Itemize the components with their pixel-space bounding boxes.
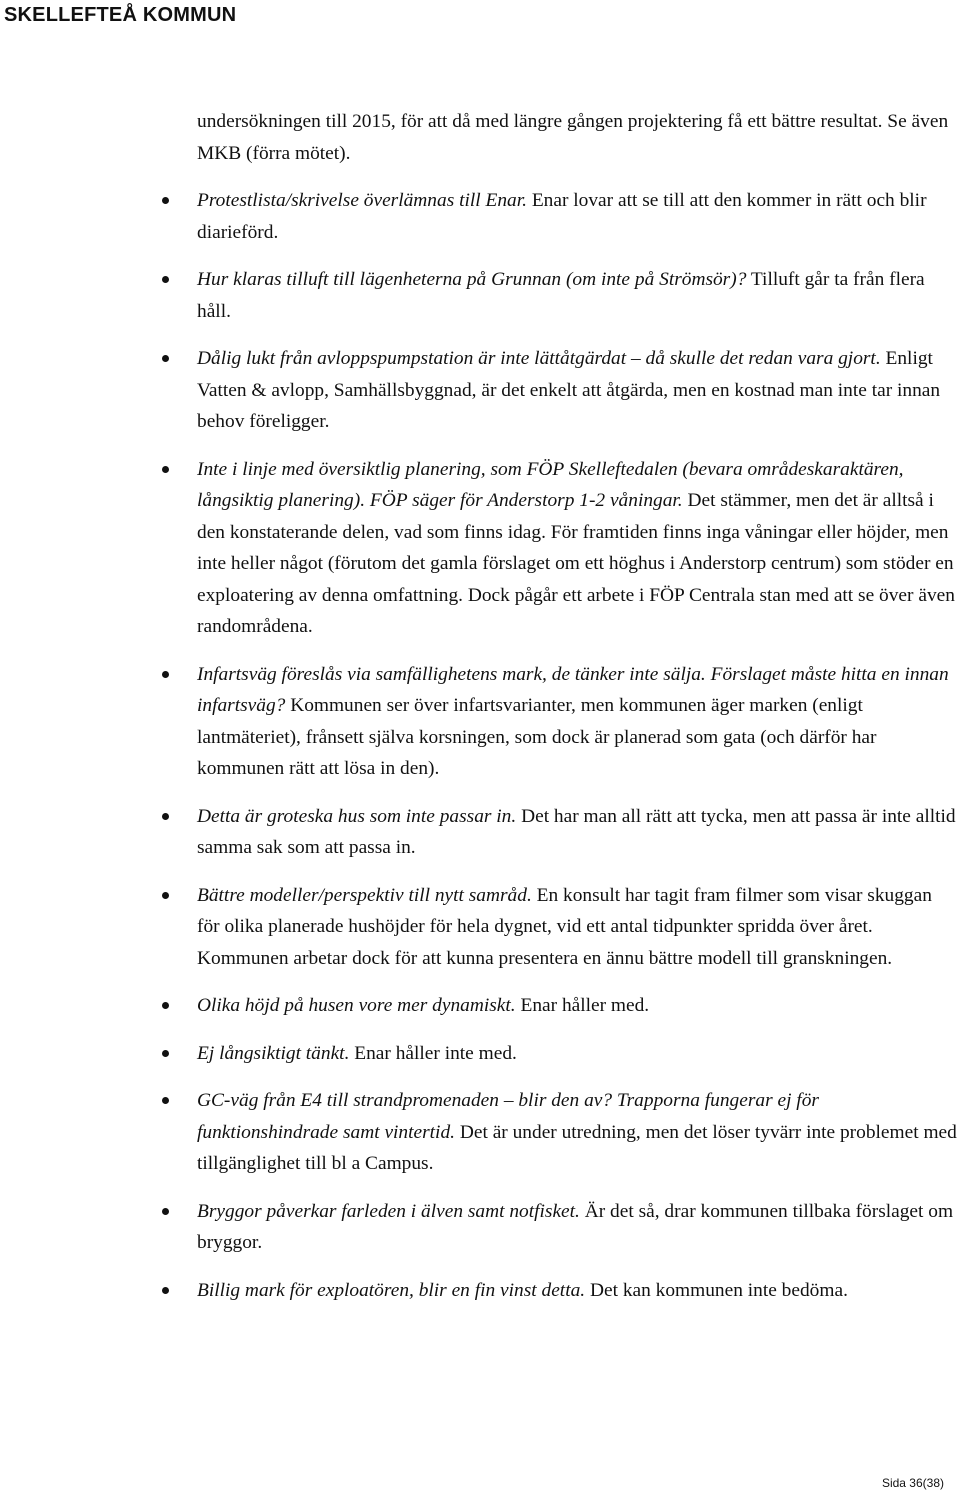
question-text: GC-väg från E4 till strandpromenaden – blir den av? Trapporna fungerar ej för funktionshindrade samt vintertid.	[197, 1090, 819, 1143]
list-item	[197, 659, 957, 785]
question-text: Protestlista/skrivelse överlämnas till Enar.	[197, 190, 527, 211]
question-text: Dålig lukt från avloppspumpstation är inte lättåtgärdat – då skulle det redan vara gjort.	[197, 348, 881, 369]
question-text: Inte i linje med översiktlig planering, som FÖP Skelleftedalen (bevara områdeskaraktären, långsiktig planering). FÖP säger för Anderstorp 1-2 våningar.	[197, 458, 904, 511]
question-text: Hur klaras tilluft till lägenheterna på Grunnan (om inte på Strömsör)?	[197, 269, 747, 290]
answer-text: En konsult har tagit fram filmer som visar skuggan för olika planerade hushöjder för hela dygnet, vid ett antal tidpunkter spridda över året. Kommunen arbetar dock för att kunna presentera en ännu bättre modell till granskningen.	[197, 884, 932, 969]
question-text: Bättre modeller/perspektiv till nytt samråd.	[197, 884, 532, 906]
answer-text: Enligt Vatten & avlopp, Samhällsbyggnad, är det enkelt att åtgärda, men en kostnad man inte tar innan behov föreligger.	[197, 348, 941, 432]
answer-text: Det kan kommunen inte bedöma.	[585, 1279, 848, 1301]
question-text: Bryggor påverkar farleden i älven samt notfisket.	[197, 1200, 580, 1222]
continuation-paragraph: undersökningen till 2015, för att då med längre gången projektering få ett bättre resultat. Se även MKB (förra mötet).	[197, 111, 949, 164]
question-text: Ej långsiktigt tänkt.	[197, 1042, 350, 1064]
answer-text: Är det så, drar kommunen tillbaka förslaget om bryggor.	[197, 1200, 954, 1253]
answer-text: Det har man all rätt att tycka, men att passa är inte alltid samma sak som att passa in.	[197, 805, 956, 858]
list-item	[197, 1085, 957, 1180]
list-item	[197, 1196, 957, 1259]
list-item	[197, 454, 957, 643]
list-item	[197, 1038, 957, 1070]
list-item	[197, 990, 957, 1022]
question-text: Detta är groteska hus som inte passar in.	[197, 805, 517, 827]
answer-text: Enar lovar att se till att den kommer in rätt och blir diarieförd.	[197, 190, 927, 243]
answer-text: Det stämmer, men det är alltså i den konstaterande delen, vad som finns idag. För framtiden finns inga våningar eller höjder, men inte heller något (förutom det gamla förslaget om ett höghus i Anderstorp centrum) som stöder en exploatering av denna omfattning. Dock pågår ett arbete i FÖP Centrala stan med att se över även randområdena.	[197, 490, 955, 637]
question-text: Billig mark för exploatören, blir en fin vinst detta.	[197, 1279, 586, 1301]
list-item	[197, 880, 957, 975]
answer-text: Kommunen ser över infartsvarianter, men kommunen äger marken (enligt lantmäteriet), frånsett själva korsningen, som dock är planerad som gata (och därför har kommunen rätt att lösa in den).	[197, 695, 877, 779]
document-body	[197, 106, 957, 1306]
list-item	[197, 264, 957, 327]
question-text: Olika höjd på husen vore mer dynamiskt.	[197, 995, 516, 1016]
answer-text: Enar håller inte med.	[349, 1042, 517, 1064]
list-item	[197, 1275, 957, 1307]
answer-text: Enar håller med.	[515, 995, 650, 1016]
list-item	[197, 343, 957, 438]
page-number: Sida 36(38)	[881, 1476, 944, 1490]
answer-text: Det är under utredning, men det löser tyvärr inte problemet med tillgänglighet till bl a Campus.	[197, 1121, 957, 1174]
question-text: Infartsväg föreslås via samfällighetens mark, de tänker inte sälja. Förslaget måste hitta en innan infartsväg?	[197, 663, 949, 716]
answer-text: Tilluft går ta från flera håll.	[197, 269, 925, 322]
list-item	[197, 801, 957, 864]
list-item	[197, 185, 957, 248]
organization-header: SKELLEFTEÅ KOMMUN	[4, 4, 237, 26]
